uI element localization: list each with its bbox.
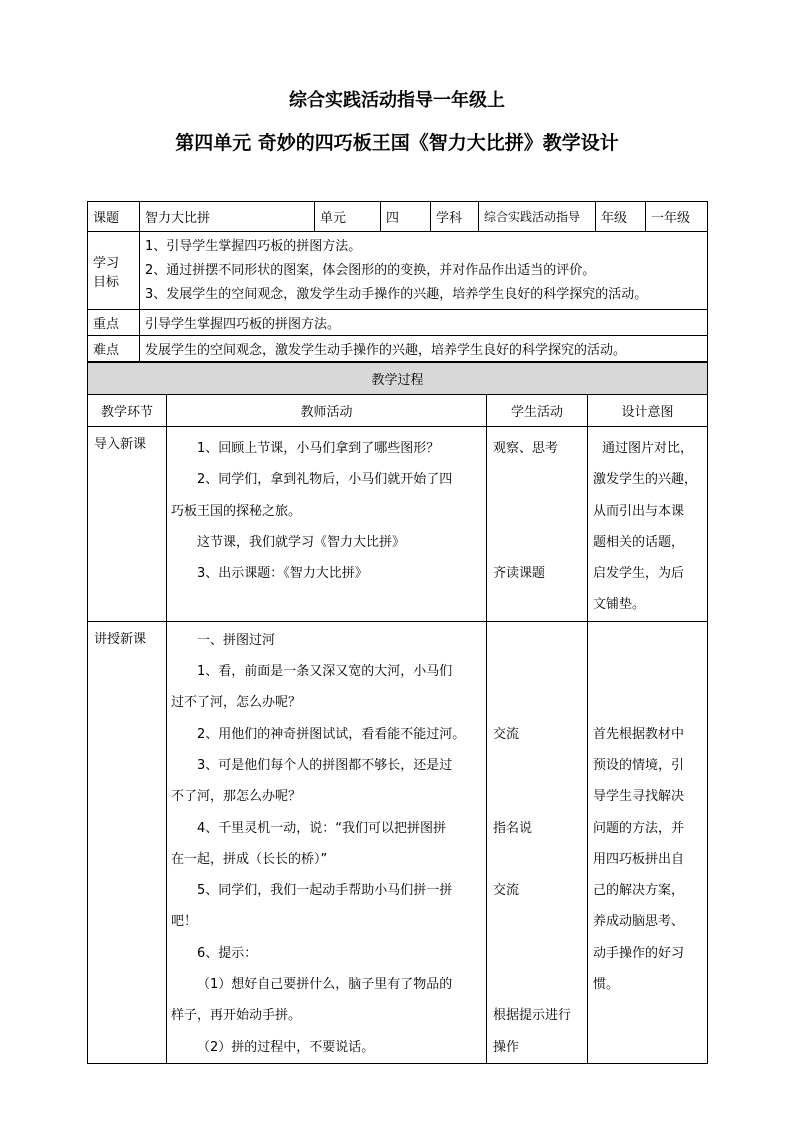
student-cell (487, 427, 588, 622)
design-line: 惯。 (593, 977, 620, 993)
teacher-line: 1、回顾上节课，小马们拿到了哪些图形？ (197, 441, 440, 456)
header-student: 学生活动 (487, 395, 588, 427)
student-line (487, 781, 587, 812)
key-point-label: 重点 (88, 310, 140, 336)
goal-item: 2、通过拼摆不同形状的图案，体会图形的的变换，并对作品作出适当的评价。 (145, 262, 596, 278)
subject-label: 学科 (431, 202, 479, 232)
student-cell (487, 621, 588, 1063)
design-line (588, 687, 707, 718)
goals-label-line: 学习 (93, 255, 120, 271)
grade-value: 一年级 (646, 202, 708, 232)
design-line: 预设的情境，引 (593, 757, 685, 773)
key-point-value: 引导学生掌握四巧板的拼图方法。 (140, 310, 708, 336)
course-info-table (87, 201, 708, 362)
student-line (487, 969, 587, 1000)
teacher-line: 巧板王国的探秘之旅。 (171, 503, 302, 519)
document-title: 第四单元 奇妙的四巧板王国《智力大比拼》教学设计 (175, 132, 619, 154)
design-line: 从而引出与本课 (593, 503, 685, 519)
stage-lecture (88, 621, 167, 1063)
stage-intro (88, 427, 167, 622)
goal-item: 3、发展学生的空间观念，激发学生动手操作的兴趣，培养学生良好的科学探究的活动。 (145, 286, 648, 302)
grade-label: 年级 (596, 202, 646, 232)
teacher-line: 4、千里灵机一动，说：“我们可以把拼图拼 (197, 820, 447, 836)
design-cell (588, 427, 708, 622)
design-line: 激发学生的兴趣， (593, 472, 698, 488)
design-line: 通过图片对比， (602, 441, 694, 456)
teacher-line: 不了河，那怎么办呢？ (171, 789, 302, 805)
teacher-line: 2、用他们的神奇拼图试试，看看能不能过河。 (197, 726, 466, 742)
teacher-line: （1）想好自己要拼什么，脑子里有了物品的 (197, 977, 453, 993)
teacher-line: 2、同学们，拿到礼物后，小马们就开始了四 (197, 472, 453, 488)
process-band-title: 教学过程 (88, 363, 708, 395)
goals-label (88, 232, 140, 310)
design-line: 导学生寻找解决 (593, 789, 685, 805)
teacher-line: 6、提示： (197, 945, 258, 961)
goals-label-line: 目标 (93, 274, 120, 290)
student-line: 观察、思考 (493, 441, 559, 456)
student-line (487, 496, 587, 527)
teacher-line: 3、出示课题：《智力大比拼》 (197, 566, 368, 582)
stage-label: 导入新课 (94, 437, 147, 452)
teacher-line: 过不了河，怎么办呢？ (171, 695, 302, 711)
unit-value: 四 (381, 202, 431, 232)
teacher-line: 样子，再开始动手拼。 (171, 1008, 302, 1024)
teacher-line: 一、拼图过河 (197, 632, 276, 648)
student-line (487, 938, 587, 969)
teacher-line: 在一起，拼成（长长的桥）” (171, 851, 328, 867)
design-line: 问题的方法，并 (593, 820, 685, 836)
teacher-line: （2）拼的过程中，不要说话。 (197, 1039, 375, 1055)
student-line (487, 527, 587, 558)
teacher-line: 1、看，前面是一条又深又宽的大河，小马们 (197, 664, 453, 680)
header-teacher: 教师活动 (167, 395, 487, 427)
student-line (487, 656, 587, 687)
difficulty-value: 发展学生的空间观念，激发学生动手操作的兴趣，培养学生良好的科学探究的活动。 (140, 336, 708, 362)
student-line (487, 464, 587, 495)
student-line: 交流 (493, 883, 520, 899)
design-line (588, 656, 707, 687)
design-line: 动手操作的好习 (593, 945, 685, 961)
course-label: 课题 (88, 202, 140, 232)
student-line: 交流 (493, 726, 520, 742)
student-line (487, 906, 587, 937)
design-line: 启发学生，为后 (593, 566, 685, 582)
student-line: 齐读课题 (493, 566, 546, 582)
teacher-line: 3、可是他们每个人的拼图都不够长，还是过 (197, 757, 453, 773)
design-line: 题相关的话题， (593, 534, 685, 550)
student-line: 根据提示进行 (493, 1008, 572, 1024)
student-line: 指名说 (493, 820, 533, 836)
design-line (588, 625, 707, 656)
subject-value: 综合实践活动指导 (479, 202, 596, 232)
design-line: 用四巧板拼出自 (593, 851, 685, 867)
student-line (487, 625, 587, 656)
page-title: 综合实践活动指导一年级上 (289, 90, 505, 111)
teacher-line: 这节课，我们就学习《智力大比拼》 (197, 534, 406, 550)
student-line: 操作 (493, 1039, 520, 1055)
teacher-line: 吧！ (171, 914, 198, 930)
teacher-cell (167, 621, 487, 1063)
student-line (487, 844, 587, 875)
teaching-process-table (87, 362, 708, 1064)
stage-label: 讲授新课 (94, 631, 147, 647)
student-line (487, 687, 587, 718)
design-line: 养成动脑思考、 (593, 914, 685, 930)
goals-cell (140, 232, 708, 310)
design-line: 首先根据教材中 (593, 726, 685, 742)
course-value: 智力大比拼 (140, 202, 315, 232)
teacher-cell (167, 427, 487, 622)
teacher-line: 5、同学们，我们一起动手帮助小马们拼一拼 (197, 883, 453, 899)
header-stage: 教学环节 (88, 395, 167, 427)
goal-item: 1、引导学生掌握四巧板的拼图方法。 (145, 238, 362, 254)
design-line: 己的解决方案， (593, 883, 685, 899)
header-design: 设计意图 (588, 395, 708, 427)
design-line: 文铺垫。 (593, 597, 646, 613)
unit-label: 单元 (315, 202, 381, 232)
design-cell (588, 621, 708, 1063)
difficulty-label: 难点 (88, 336, 140, 362)
student-line (487, 750, 587, 781)
